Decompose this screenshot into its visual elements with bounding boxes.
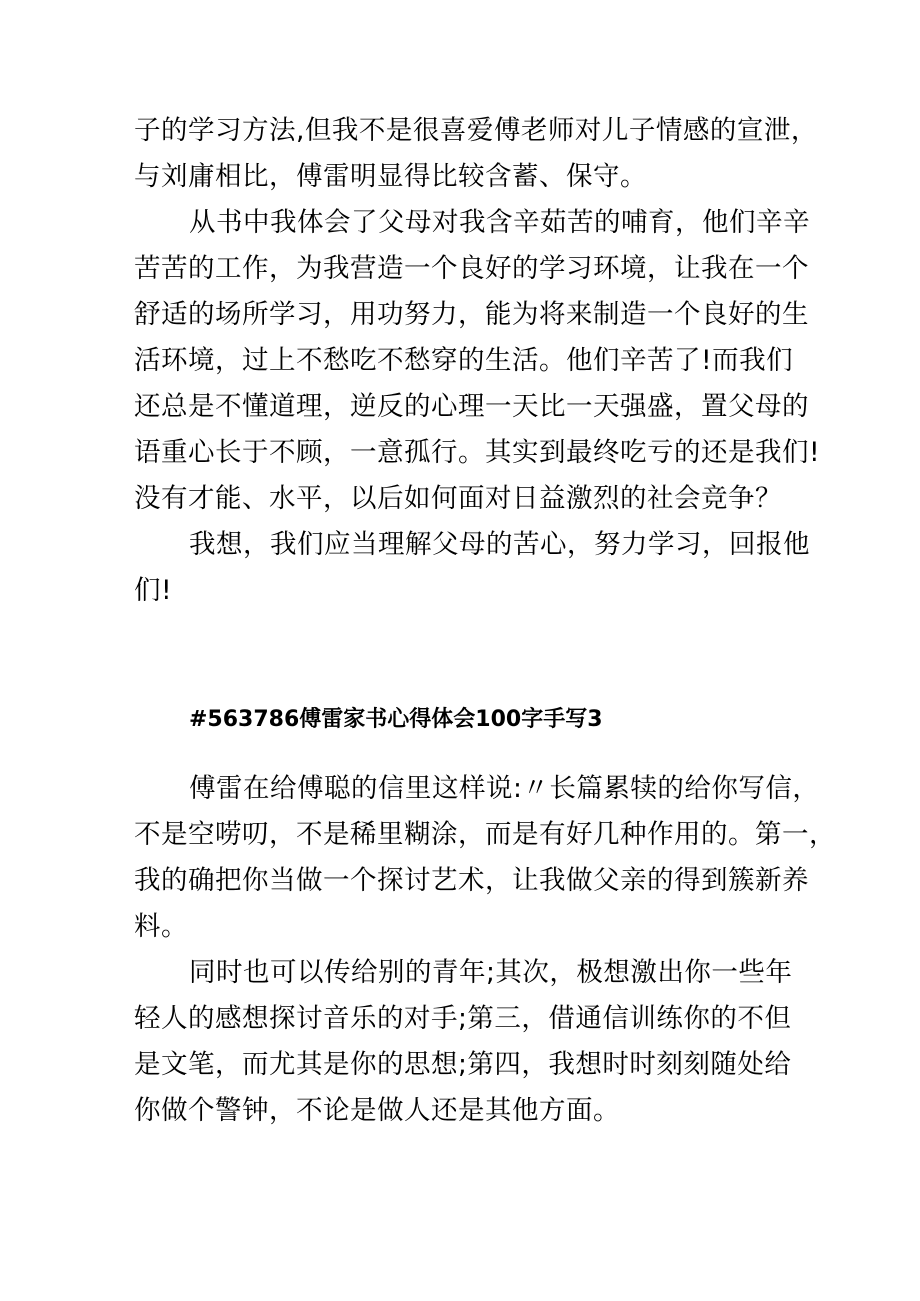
text-line: 活环境，过上不愁吃不愁穿的生活。他们辛苦了!而我们 [134,345,794,376]
paragraph-start-line: 同时也可以传给别的青年;其次，极想激出你一些年 [189,957,793,988]
paragraph-start-line: 我想，我们应当理解父母的苦心，努力学习，回报他 [189,529,810,560]
paragraph-start-line: 从书中我体会了父母对我含辛茹苦的哺育，他们辛辛 [189,207,810,238]
text-line: 是文笔，而尤其是你的思想;第四，我想时时刻刻随处给 [134,1049,792,1080]
text-line: 舒适的场所学习，用功努力，能为将来制造一个良好的生 [134,299,809,330]
text-line: 你做个警钟，不论是做人还是其他方面。 [134,1095,620,1126]
text-line: 没有才能、水平，以后如何面对日益激烈的社会竞争？ [134,483,782,514]
text-line: 不是空唠叨，不是稀里糊涂，而是有好几种作用的。第一， [134,819,836,850]
text-line: 与刘庸相比，傅雷明显得比较含蓄、保守。 [134,161,647,192]
text-line: 还总是不懂道理，逆反的心理一天比一天强盛，置父母的 [134,391,809,422]
section-heading: #563786傅雷家书心得体会100字手写3 [189,707,603,732]
text-line: 苦苦的工作，为我营造一个良好的学习环境，让我在一个 [134,253,809,284]
body-section-1 [134,108,821,614]
text-line: 轻人的感想探讨音乐的对手;第三，借通信训练你的不但 [134,1003,792,1034]
text-line: 料。 [134,911,188,942]
text-line: 语重心长于不顾，一意孤行。其实到最终吃亏的还是我们! [134,437,821,468]
text-line: 们! [134,575,173,606]
paragraph-start-line: 傅雷在给傅聪的信里这样说:〃长篇累犊的给你写信， [189,773,820,804]
body-section-2 [134,766,836,1134]
text-line: 子的学习方法,但我不是很喜爱傅老师对儿子情感的宣泄， [134,115,818,146]
text-line: 我的确把你当做一个探讨艺术，让我做父亲的得到簇新养 [134,865,809,896]
